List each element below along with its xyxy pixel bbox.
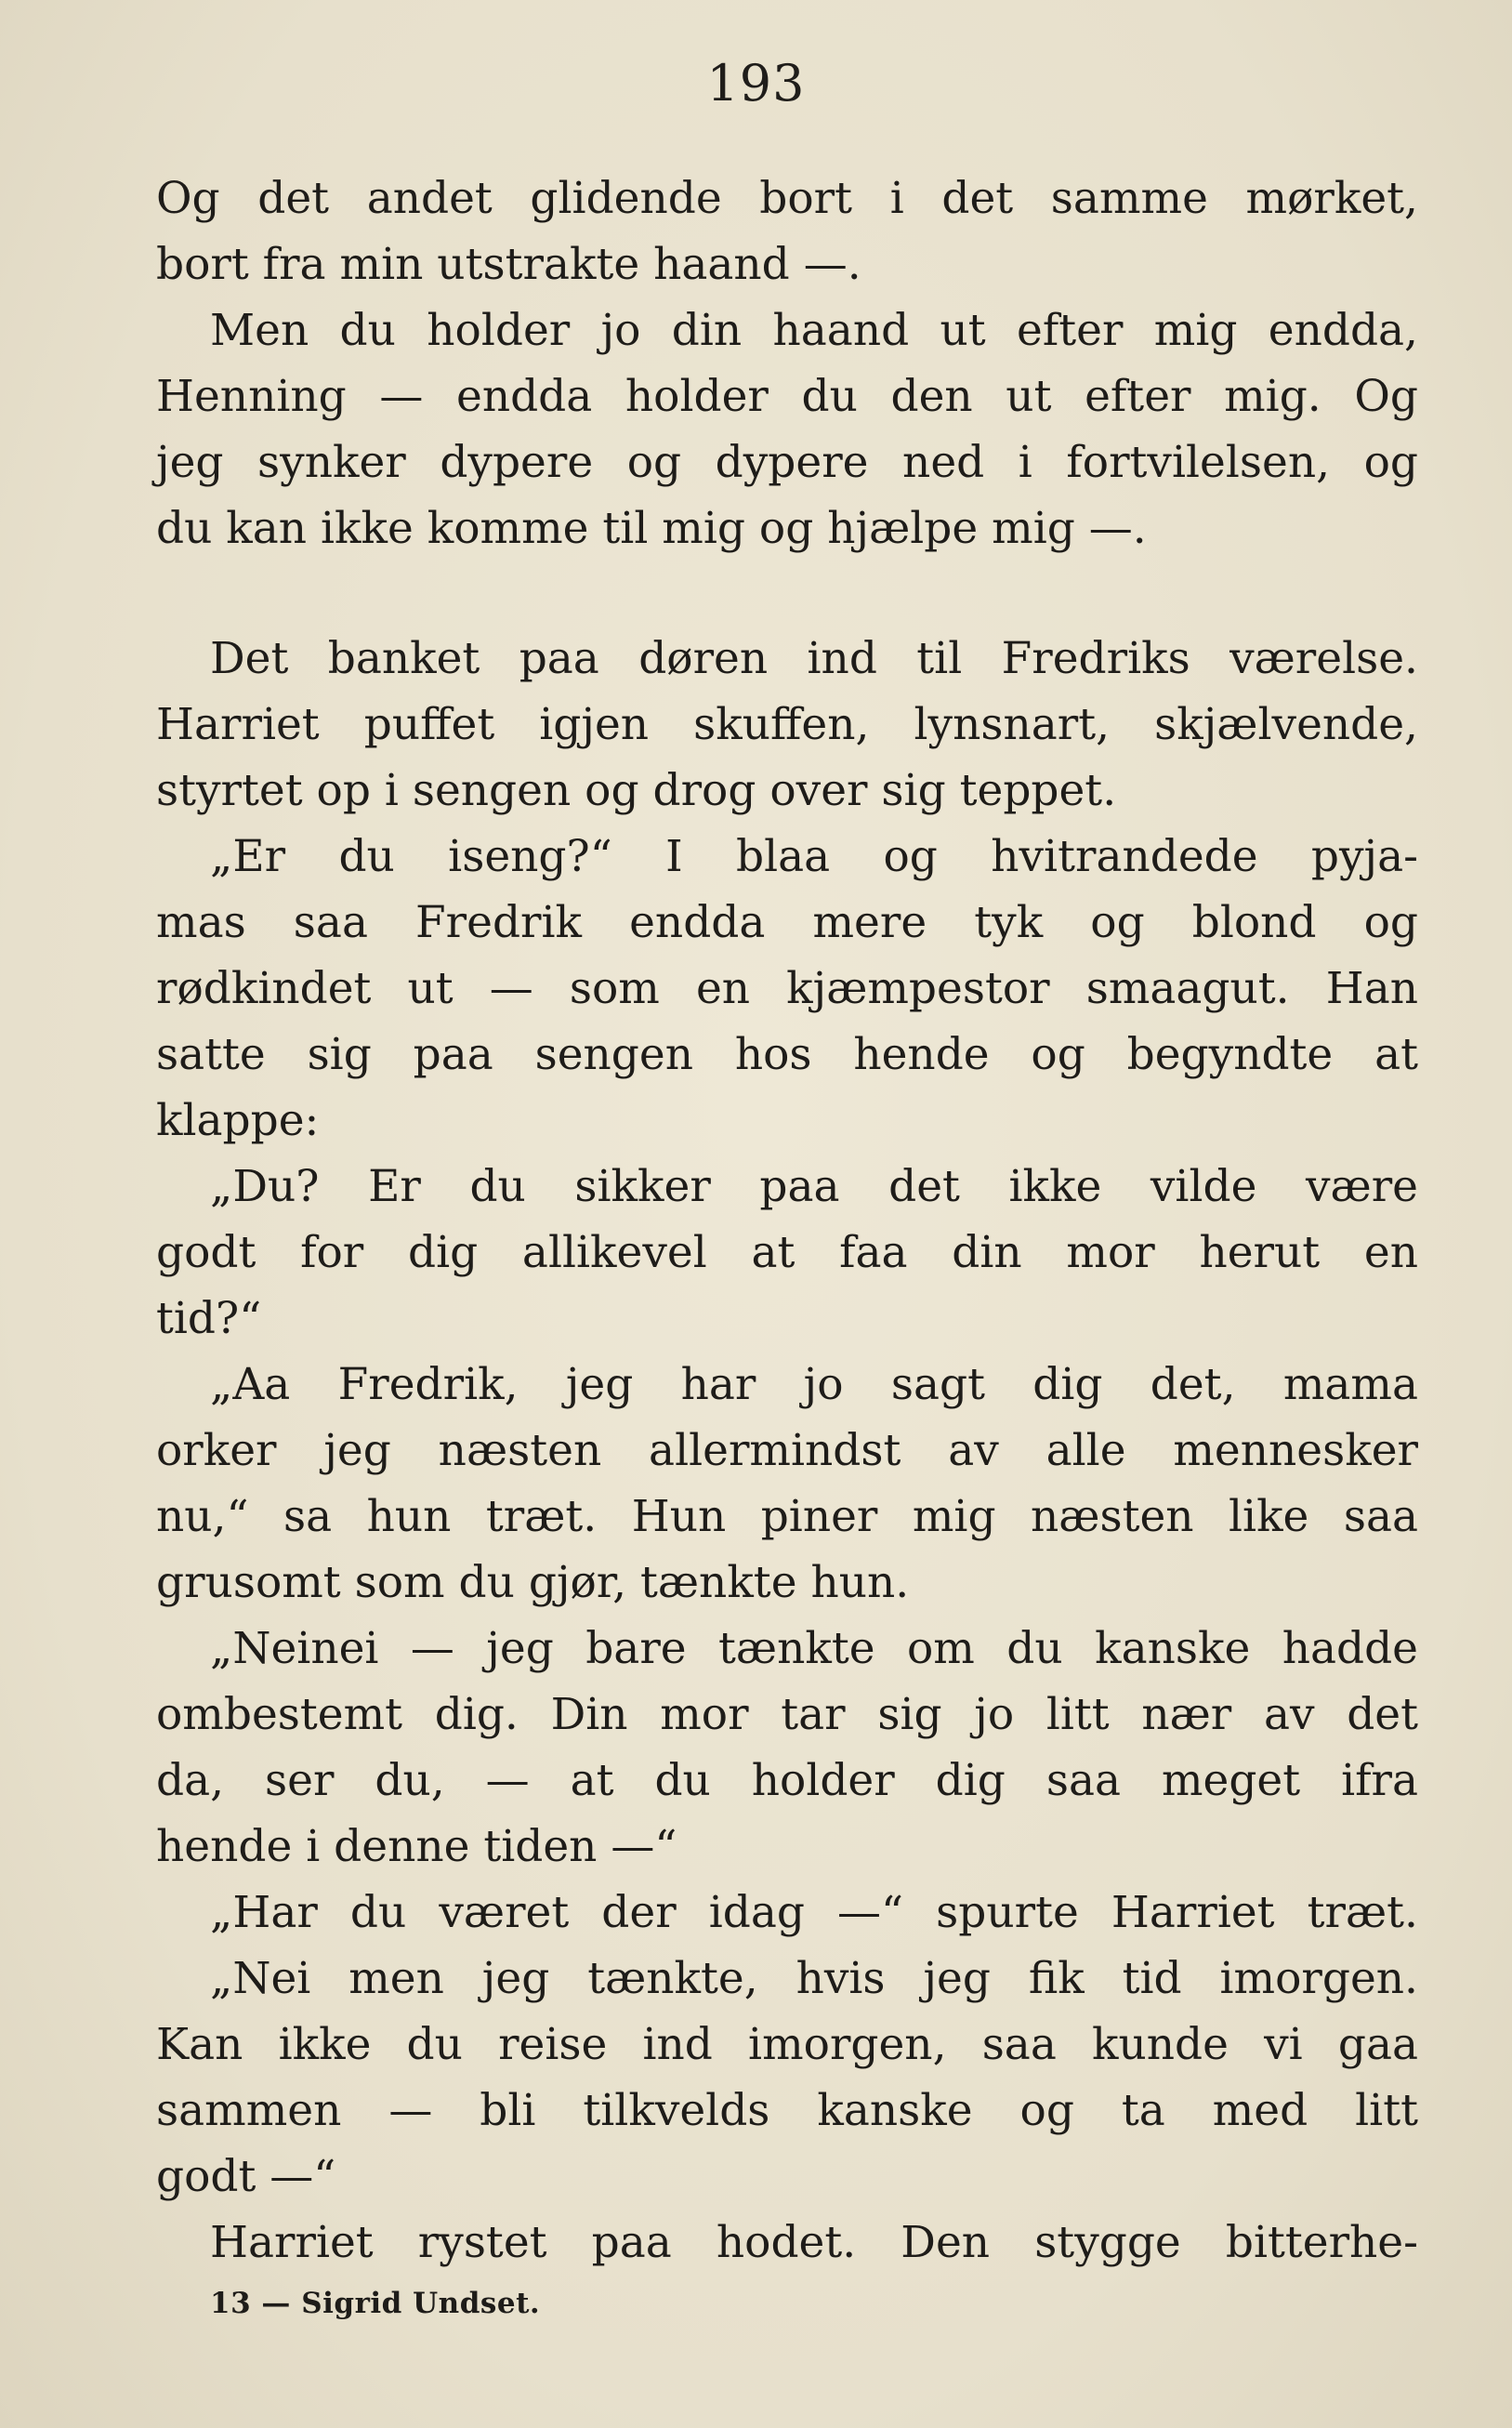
text-line: godt for dig allikevel at faa din mor herut en (156, 1227, 1418, 1278)
text-line: jeg synker dypere og dypere ned i fortvilelsen, og (156, 437, 1418, 488)
text-line: „Har du været der idag —“ spurte Harriet træt. (210, 1887, 1418, 1938)
text-line: Og det andet glidende bort i det samme mørket, (156, 173, 1418, 224)
text-line: Men du holder jo din haand ut efter mig endda, (210, 305, 1418, 356)
text-line: „Aa Fredrik, jeg har jo sagt dig det, mama (210, 1359, 1418, 1410)
text-line: nu,“ sa hun træt. Hun piner mig næsten like saa (156, 1491, 1418, 1542)
text-line: „Nei men jeg tænkte, hvis jeg fik tid imorgen. (210, 1953, 1418, 2004)
text-line: Harriet puffet igjen skuffen, lynsnart, skjælvende, (156, 699, 1418, 750)
text-line: ombestemt dig. Din mor tar sig jo litt nær av det (156, 1689, 1418, 1740)
section-break (156, 561, 1418, 626)
text-line: rødkindet ut — som en kjæmpestor smaagut. Han (156, 963, 1418, 1014)
paragraph (156, 1880, 1418, 1946)
text-line: styrtet op i sengen og drog over sig teppet. (156, 765, 1117, 816)
text-line: Det banket paa døren ind til Fredriks værelse. (210, 633, 1418, 684)
text-line: godt —“ (156, 2151, 336, 2202)
text-line: Henning — endda holder du den ut efter mig. Og (156, 371, 1418, 422)
text-line: Kan ikke du reise ind imorgen, saa kunde vi gaa (156, 2019, 1418, 2070)
paragraph (156, 2210, 1418, 2276)
body-text (156, 165, 1418, 2276)
text-line: „Neinei — jeg bare tænkte om du kanske hadde (210, 1623, 1418, 1674)
text-line: hende i denne tiden —“ (156, 1821, 677, 1872)
paragraph (156, 1154, 1418, 1352)
text-line: Harriet rystet paa hodet. Den stygge bitterhe- (210, 2217, 1418, 2268)
paragraph (156, 824, 1418, 1154)
paragraph (156, 1352, 1418, 1616)
text-line: bort fra min utstrakte haand —. (156, 239, 861, 290)
text-line: „Er du iseng?“ I blaa og hvitrandede pyja- (210, 831, 1418, 882)
text-line: du kan ikke komme til mig og hjælpe mig —. (156, 503, 1147, 554)
text-line: satte sig paa sengen hos hende og begyndte at (156, 1029, 1418, 1080)
text-line: klappe: (156, 1095, 320, 1146)
text-line: orker jeg næsten allermindst av alle mennesker (156, 1425, 1418, 1476)
text-line: sammen — bli tilkvelds kanske og ta med litt (156, 2085, 1418, 2136)
text-line: mas saa Fredrik endda mere tyk og blond og (156, 897, 1418, 948)
text-line: da, ser du, — at du holder dig saa meget ifra (156, 1755, 1418, 1806)
text-line: grusomt som du gjør, tænkte hun. (156, 1557, 910, 1608)
paragraph (156, 1946, 1418, 2210)
signature-footer: 13 — Sigrid Undset. (210, 2287, 541, 2320)
text-line: „Du? Er du sikker paa det ikke vilde være (210, 1161, 1418, 1212)
paragraph (156, 626, 1418, 824)
paragraph (156, 297, 1418, 561)
paragraph (156, 165, 1418, 297)
text-line: tid?“ (156, 1293, 262, 1344)
page-number: 193 (706, 54, 806, 112)
paragraph (156, 1616, 1418, 1880)
